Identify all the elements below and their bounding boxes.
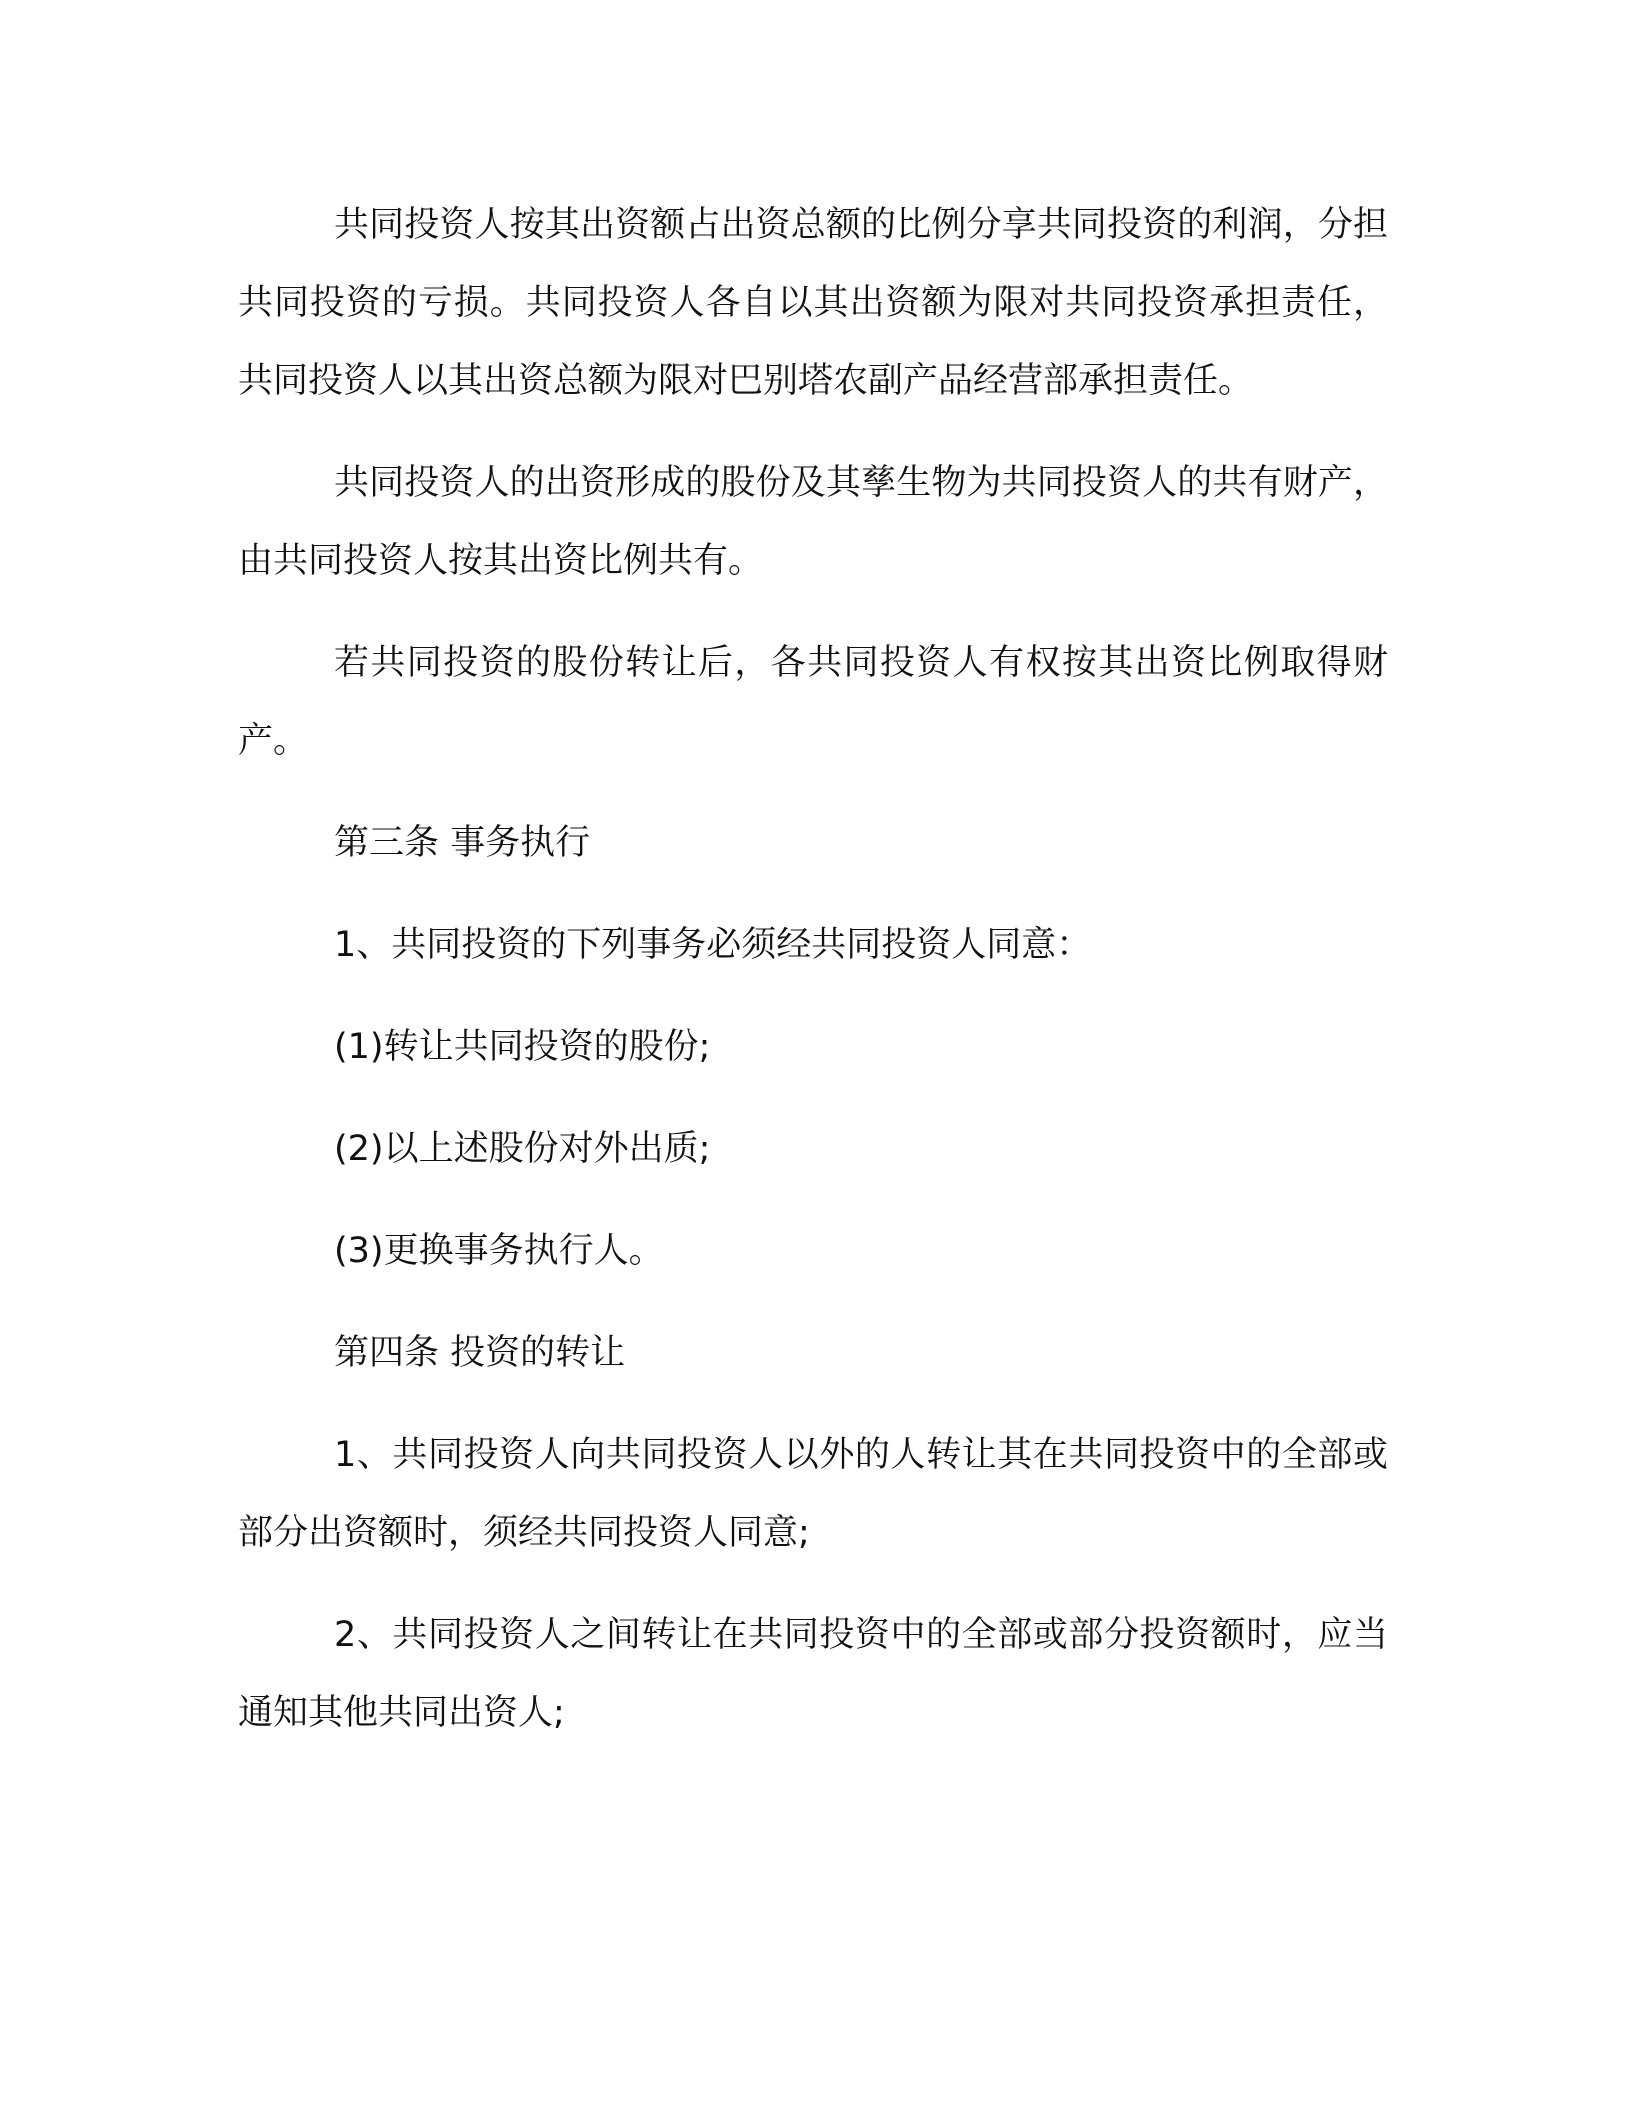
article-3-subitem-1: (1)转让共同投资的股份;	[334, 1027, 711, 1067]
article-4-item-2: 2、共同投资人之间转让在共同投资中的全部或部分投资额时，应当通知其他共同出资人;	[238, 1615, 1388, 1733]
article-4-heading: 第四条 投资的转让	[334, 1333, 626, 1373]
paragraph-share-transfer-rights: 若共同投资的股份转让后，各共同投资人有权按其出资比例取得财产。	[238, 643, 1388, 761]
document-body	[238, 186, 1388, 1776]
paragraph-profit-sharing: 共同投资人按其出资额占出资总额的比例分享共同投资的利润，分担共同投资的亏损。共同投资人各自以其出资额为限对共同投资承担责任，共同投资人以其出资总额为限对巴别塔农副产品经营部承担责任。	[238, 205, 1388, 401]
article-3-item-1: 1、共同投资的下列事务必须经共同投资人同意：	[334, 925, 1092, 965]
paragraph-shared-property: 共同投资人的出资形成的股份及其孳生物为共同投资人的共有财产，由共同投资人按其出资比例共有。	[238, 463, 1388, 581]
article-3-heading: 第三条 事务执行	[334, 823, 591, 863]
article-4-item-1: 1、共同投资人向共同投资人以外的人转让其在共同投资中的全部或部分出资额时，须经共同投资人同意;	[238, 1435, 1388, 1553]
article-3-subitem-2: (2)以上述股份对外出质;	[334, 1129, 711, 1169]
article-3-subitem-3: (3)更换事务执行人。	[334, 1231, 664, 1271]
